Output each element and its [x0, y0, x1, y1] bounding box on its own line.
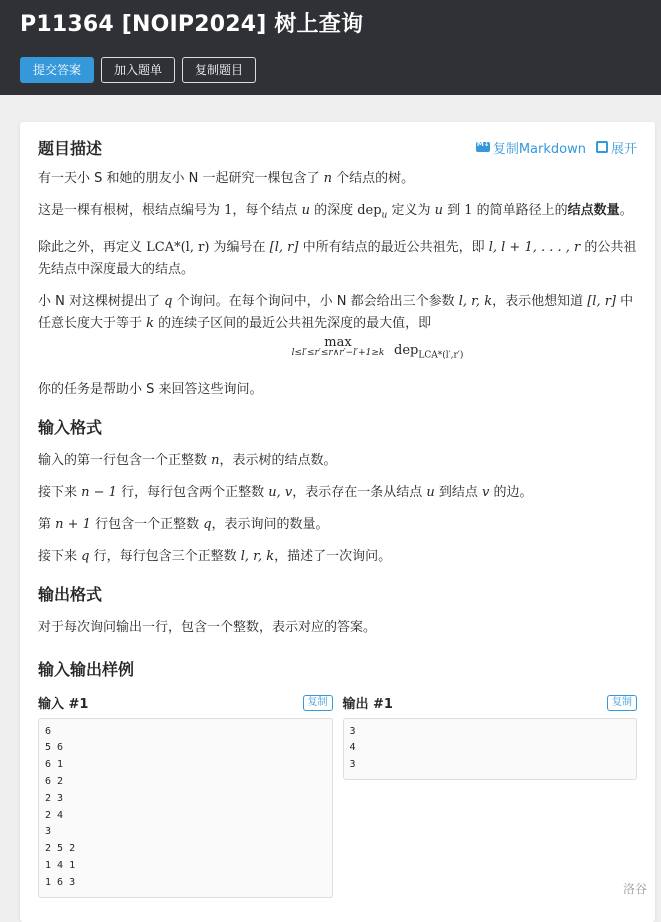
expand-button[interactable] [596, 138, 637, 157]
input-format-line-4: 接下来 q 行，每行包含三个正整数 l, r, k，描述了一次询问。 [38, 546, 637, 568]
sample-input [38, 694, 333, 898]
sample-output [343, 694, 638, 898]
problem-card [20, 122, 655, 922]
formula-max: max [283, 335, 393, 350]
expand-icon [596, 141, 608, 153]
sample-output-content: 3 4 3 [343, 718, 638, 780]
sample-output-title: 输出 #1 [343, 693, 393, 712]
luogu-logo: 洛谷 [623, 880, 647, 897]
output-format-title: 输出格式 [38, 582, 637, 605]
input-format-line-1: 输入的第一行包含一个正整数 n，表示树的结点数。 [38, 450, 637, 472]
submit-answer-button[interactable]: 提交答案 [20, 57, 94, 83]
formula-dep-sub: LCA*(l′,r′) [418, 350, 463, 360]
samples-title: 输入输出样例 [38, 657, 637, 680]
copy-problem-button[interactable]: 复制题目 [182, 57, 256, 83]
formula-dep: dep [394, 343, 418, 358]
formula-block [38, 343, 637, 371]
copy-output-button[interactable]: 复制 [607, 695, 637, 711]
expand-label: 展开 [611, 138, 637, 157]
page-title: P11364 [NOIP2024] 树上查询 [20, 7, 363, 38]
input-format-title: 输入格式 [38, 415, 637, 438]
description-paragraph-3: 除此之外，再定义 LCA*(l, r) 为编号在 [l, r] 中所有结点的最近公共祖先，即 l, l + 1, . . . , r 的公共祖先结点中深度最大的结点。 [38, 237, 637, 281]
description-paragraph-4: 小 N 对这棵树提出了 q 个询问。在每个询问中，小 N 都会给出三个参数 l, r, k，表示他想知道 [l, r] 中任意长度大于等于 k 的连续子区间的最近公共祖先深度的最大值，即 [38, 291, 637, 335]
copy-markdown-button[interactable] [476, 138, 586, 157]
output-format-text: 对于每次询问输出一行，包含一个整数，表示对应的答案。 [38, 617, 637, 639]
sample-input-title: 输入 #1 [38, 693, 88, 712]
input-format-line-2: 接下来 n − 1 行，每行包含两个正整数 u, v，表示存在一条从结点 u 到结点 v 的边。 [38, 482, 637, 504]
description-paragraph-5: 你的任务是帮助小 S 来回答这些询问。 [38, 379, 637, 401]
copy-markdown-label: 复制Markdown [493, 138, 586, 157]
add-to-list-button[interactable]: 加入题单 [101, 57, 175, 83]
formula-subscript: l≤l′≤r′≤r∧r′−l′+1≥k [283, 348, 393, 358]
header-buttons [20, 57, 256, 83]
problem-description-title: 题目描述 [38, 136, 102, 159]
samples-container [38, 694, 637, 898]
copy-input-button[interactable]: 复制 [303, 695, 333, 711]
input-format-line-3: 第 n + 1 行包含一个正整数 q，表示询问的数量。 [38, 514, 637, 536]
markdown-icon [476, 142, 490, 152]
description-paragraph-1: 有一天小 S 和她的朋友小 N 一起研究一棵包含了 n 个结点的树。 [38, 168, 637, 190]
description-paragraph-2: 这是一棵有根树，根结点编号为 1，每个结点 u 的深度 dep$_u$ 定义为 u 到 1 的简单路径上的结点数量。 [38, 200, 637, 227]
sample-input-content: 6 5 6 6 1 6 2 2 3 2 4 3 2 5 2 1 4 1 1 6 3 [38, 718, 333, 898]
header [0, 0, 661, 95]
